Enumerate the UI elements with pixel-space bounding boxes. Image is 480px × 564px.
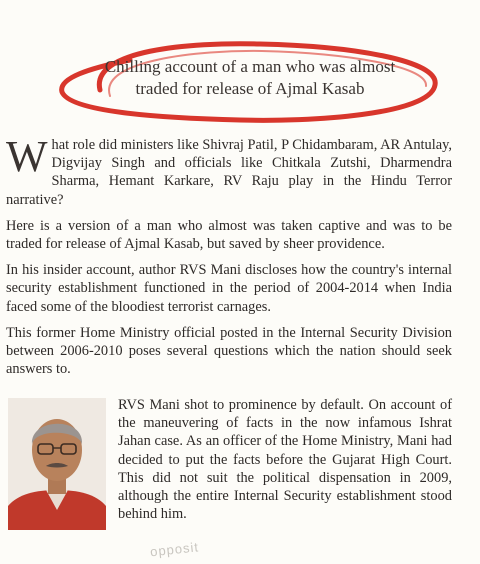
headline-line-2: traded for release of Ajmal Kasab	[135, 79, 365, 98]
paragraph-intro-text: hat role did ministers like Shivraj Patil, P Chidambaram, AR Antulay, Digvijay Singh and officials like Chitkala Zutshi, Dharmendra Sharma, Hemant Karkare, RV Raju play in the Hindu Terror narrative?	[6, 137, 452, 208]
author-bio: RVS Mani shot to prominence by default. On account of the maneuvering of facts in the now infamous Ishrat Jahan case. As an officer of the Home Ministry, Mani had decided to put the facts before the Gujarat High Court. This did not suit the political dispensation in 2009, although the entire Internal Security establishment stood behind him.	[118, 397, 452, 523]
author-photo	[8, 398, 106, 530]
headline-text	[50, 56, 450, 100]
paragraph-kasab: Here is a version of a man who almost was taken captive and was to be traded for release of Ajmal Kasab, but saved by sheer providence.	[6, 217, 452, 253]
faint-stamp-text: opposit	[149, 539, 200, 560]
paragraph-intro	[6, 132, 452, 209]
article-body	[6, 132, 452, 386]
headline-callout	[50, 30, 450, 130]
drop-cap: W	[6, 132, 48, 181]
headline-line-1: Chilling account of a man who was almost	[104, 57, 396, 76]
paragraph-home-ministry: This former Home Ministry official posted in the Internal Security Division between 2006-2010 poses several questions which the nation should seek answers to.	[6, 324, 452, 378]
paragraph-insider-account: In his insider account, author RVS Mani discloses how the country's internal security establishment functioned in the period of 2004-2014 when India faced some of the bloodiest terrorist carnages.	[6, 262, 452, 315]
